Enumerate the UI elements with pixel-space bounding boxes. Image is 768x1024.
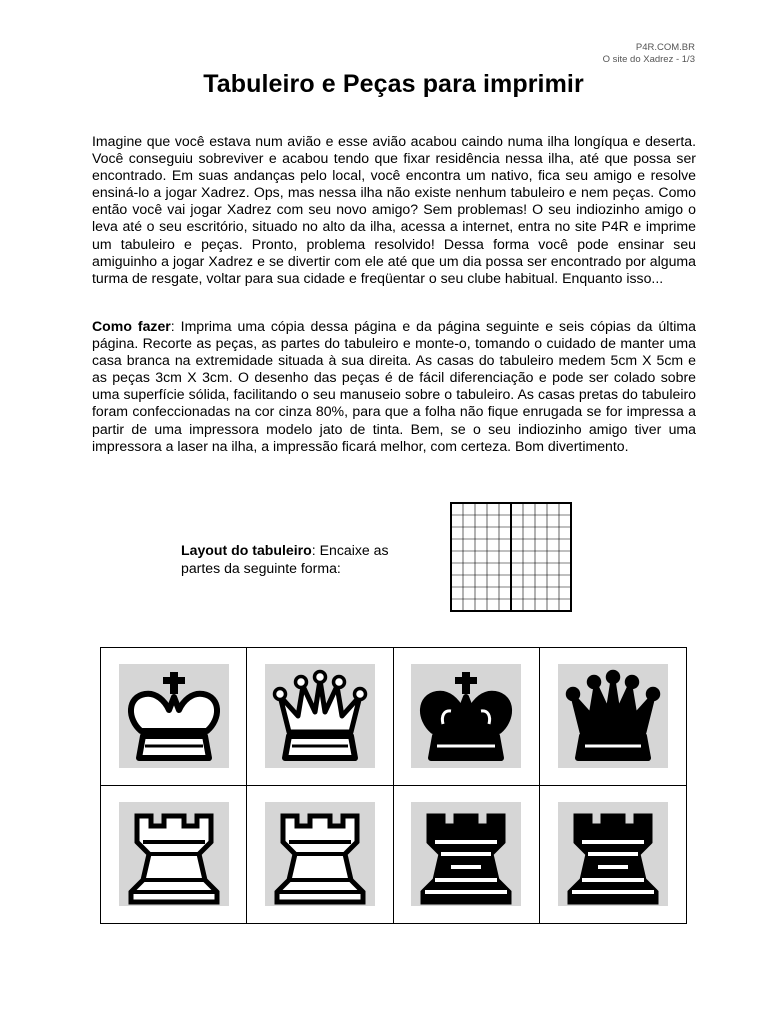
layout-text: : Encaixe as partes da seguinte forma: — [181, 542, 389, 576]
instructions-label: Como fazer — [92, 318, 171, 334]
white-king-icon — [119, 664, 229, 768]
black-queen-icon — [558, 664, 668, 768]
page-title: Tabuleiro e Peças para imprimir — [203, 70, 584, 98]
piece-cell — [247, 786, 393, 924]
intro-paragraph: Imagine que você estava num avião e esse avião acabou caindo numa ilha longíqua e deserta. Você conseguiu sobreviver e acabou tendo que fixar residência nessa ilha, até que possa ser encontrado. Em suas andanças pelo local, você encontra um nativo, fica seu amigo e resolve ensiná-lo a jogar Xadrez. Ops, mas nessa ilha não existe nenhum tabuleiro e nem peças. Como então você vai jogar Xadrez com seu novo amigo? Sem problemas! O seu indiozinho amigo o leva até o seu escritório, situado no alto da ilha, acessa a internet, entra no site P4R e imprime um tabuleiro e peças. Pronto, problema resolvido! Dessa forma você pode ensinar seu amiguinho a jogar Xadrez e se divertir com ele até que um dia possa ser encontrado por alguma turma de resgate, voltar para sua cidade e freqüentar o seu clube habitual. Enquanto isso... — [92, 133, 696, 286]
piece-square — [265, 802, 375, 906]
piece-square — [558, 664, 668, 768]
layout-label: Layout do tabuleiro — [181, 542, 312, 558]
piece-cell — [540, 786, 686, 924]
piece-cell — [247, 648, 393, 786]
piece-square — [265, 664, 375, 768]
piece-square — [119, 664, 229, 768]
piece-square — [558, 802, 668, 906]
piece-square — [119, 802, 229, 906]
piece-cell — [394, 648, 540, 786]
board-layout-diagram — [450, 502, 572, 612]
black-king-icon — [411, 664, 521, 768]
white-rook-icon — [265, 802, 375, 906]
white-queen-icon — [265, 664, 375, 768]
black-rook-icon — [558, 802, 668, 906]
piece-cell — [394, 786, 540, 924]
page-header — [603, 42, 695, 66]
pieces-table — [100, 647, 687, 924]
piece-cell — [101, 786, 247, 924]
piece-cell — [540, 648, 686, 786]
site-name: P4R.COM.BR — [635, 42, 695, 53]
page-number: O site do Xadrez - 1/3 — [602, 54, 695, 65]
instructions-text: : Imprima uma cópia dessa página e da página seguinte e seis cópias da última página. Recorte as peças, as partes do tabuleiro e monte-o, tomando o cuidado de manter uma casa branca na extremidade situada à sua direita. As casas do tabuleiro medem 5cm X 5cm e as peças 3cm X 3cm. O desenho das peças é de fácil diferenciação e pode ser colado sobre uma superfície sólida, facilitando o seu manuseio sobre o tabuleiro. As casas pretas do tabuleiro foram confeccionadas na cor cinza 80%, para que a folha não fique enrugada se for impressa a partir de uma impressora modelo jato de tinta. Bem, se o seu indiozinho amigo tiver uma impressora a laser na ilha, a impressão ficará melhor, com certeza. Bom divertimento. — [92, 318, 696, 454]
black-rook-icon — [411, 802, 521, 906]
piece-square — [411, 802, 521, 906]
piece-square — [411, 664, 521, 768]
instructions-paragraph — [92, 318, 696, 455]
piece-cell — [101, 648, 247, 786]
layout-caption — [181, 542, 401, 577]
white-rook-icon — [119, 802, 229, 906]
